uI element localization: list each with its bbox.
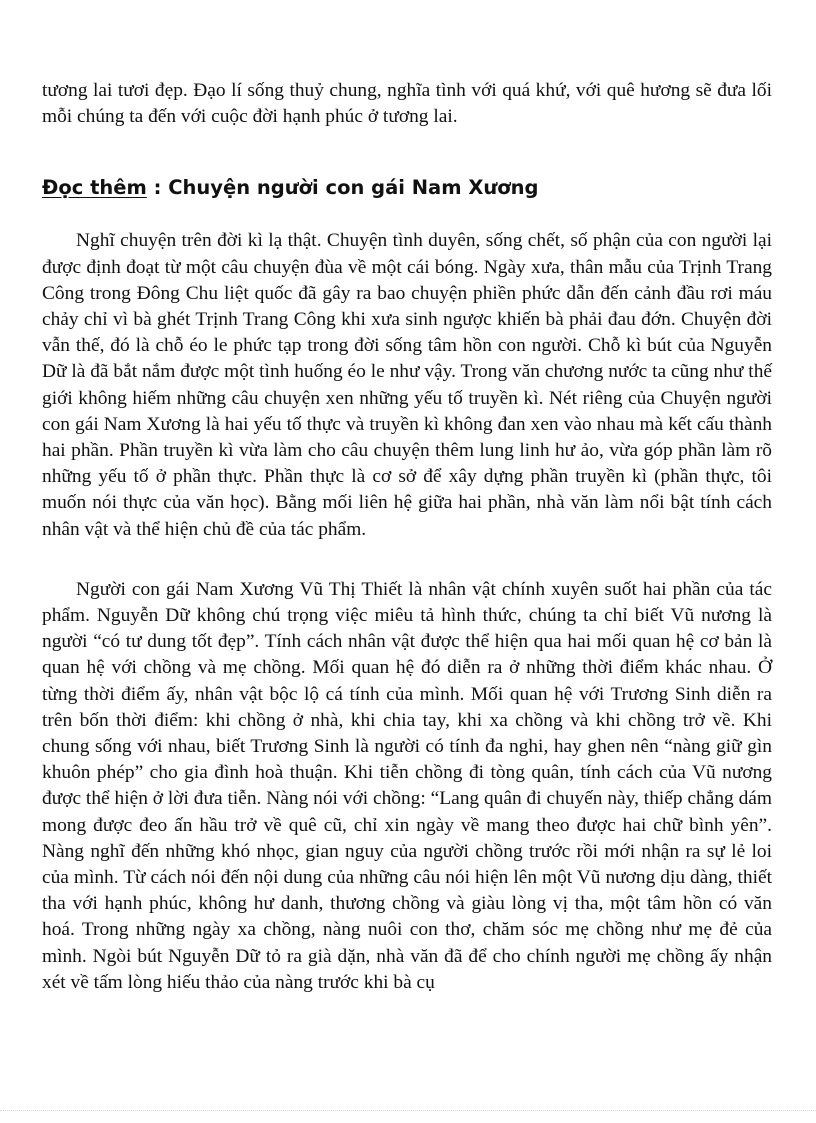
body-paragraph-1: Nghĩ chuyện trên đời kì lạ thật. Chuyện tình duyên, sống chết, số phận của con người lại được định đoạt từ một câu chuyện đùa về một cái bóng. Ngày xưa, thân mẫu của Trịnh Trang Công trong Đông Chu liệt quốc đã gây ra bao chuyện phiền phức dẫn đến cảnh đầu rơi máu chảy chỉ vì bà ghét Trịnh Trang Công khi xưa sinh ngược khiến bà phải đau đớn. Chuyện đời vẫn thế, đó là chỗ éo le phức tạp trong đời sống tâm hồn con người. Chỗ kì bút của Nguyễn Dữ là đã bắt nắm được một tình huống éo le như vậy. Trong văn chương nước ta cũng như thế giới không hiếm những câu chuyện xen những yếu tố truyền kì. Nét riêng của Chuyện người con gái Nam Xương là hai yếu tố thực và truyền kì không đan xen vào nhau mà kết cấu thành hai phần. Phần truyền kì vừa làm cho câu chuyện thêm lung linh hư ảo, vừa góp phần làm rõ những yếu tố ở phần thực. Phần thực là cơ sở để xây dựng phần truyền kì (phần thực, tôi muốn nói thực của văn học). Bằng mối liên hệ giữa hai phần, nhà văn làm nổi bật tính cách nhân vật và thể hiện chủ đề của tác phẩm. (42, 230, 772, 540)
document-body (42, 78, 772, 996)
intro-paragraph: tương lai tươi đẹp. Đạo lí sống thuỷ chung, nghĩa tình với quá khứ, với quê hương sẽ đưa lối mỗi chúng ta đến với cuộc đời hạnh phúc ở tương lai. (42, 80, 772, 128)
body-paragraph-2: Người con gái Nam Xương Vũ Thị Thiết là nhân vật chính xuyên suốt hai phần của tác phẩm. Nguyễn Dữ không chú trọng việc miêu tả hình thức, chúng ta chỉ biết Vũ nương là người “có tư dung tốt đẹp”. Tính cách nhân vật được thể hiện qua hai mối quan hệ cơ bản là quan hệ với chồng và mẹ chồng. Mối quan hệ đó diễn ra ở những thời điểm khác nhau. Ở từng thời điểm ấy, nhân vật bộc lộ cá tính của mình. Mối quan hệ với Trương Sinh diễn ra trên bốn thời điểm: khi chồng ở nhà, khi chia tay, khi xa chồng và khi chồng trở về. Khi chung sống với nhau, biết Trương Sinh là người có tính đa nghi, hay ghen nên “nàng giữ gìn khuôn phép” cho gia đình hoà thuận. Khi tiễn chồng đi tòng quân, tính cách của Vũ nương được thể hiện ở lời đưa tiễn. Nàng nói với chồng: “Lang quân đi chuyến này, thiếp chẳng dám mong được đeo ấn hầu trở về quê cũ, chỉ xin ngày về mang theo được hai chữ bình yên”. Nàng nghĩ đến những khó nhọc, gian nguy của người chồng trước rồi mới nhận ra sự lẻ loi của mình. Từ cách nói đến nội dung của những câu nói hiện lên một Vũ nương dịu dàng, thiết tha với hạnh phúc, không hư danh, thương chồng và giàu lòng vị tha, một tâm hồn có văn hoá. Trong những ngày xa chồng, nàng nuôi con thơ, chăm sóc mẹ chồng như mẹ đẻ của mình. Ngòi bút Nguyễn Dữ tỏ ra già dặn, nhà văn đã để cho chính người mẹ chồng ấy nhận xét về tấm lòng hiếu thảo của nàng trước khi bà cụ (42, 578, 772, 993)
page-bottom-divider (0, 1110, 816, 1111)
heading-separator: : (146, 176, 169, 200)
section-heading (42, 174, 772, 202)
heading-title: Chuyện người con gái Nam Xương (168, 176, 539, 200)
heading-label: Đọc thêm (42, 176, 147, 200)
